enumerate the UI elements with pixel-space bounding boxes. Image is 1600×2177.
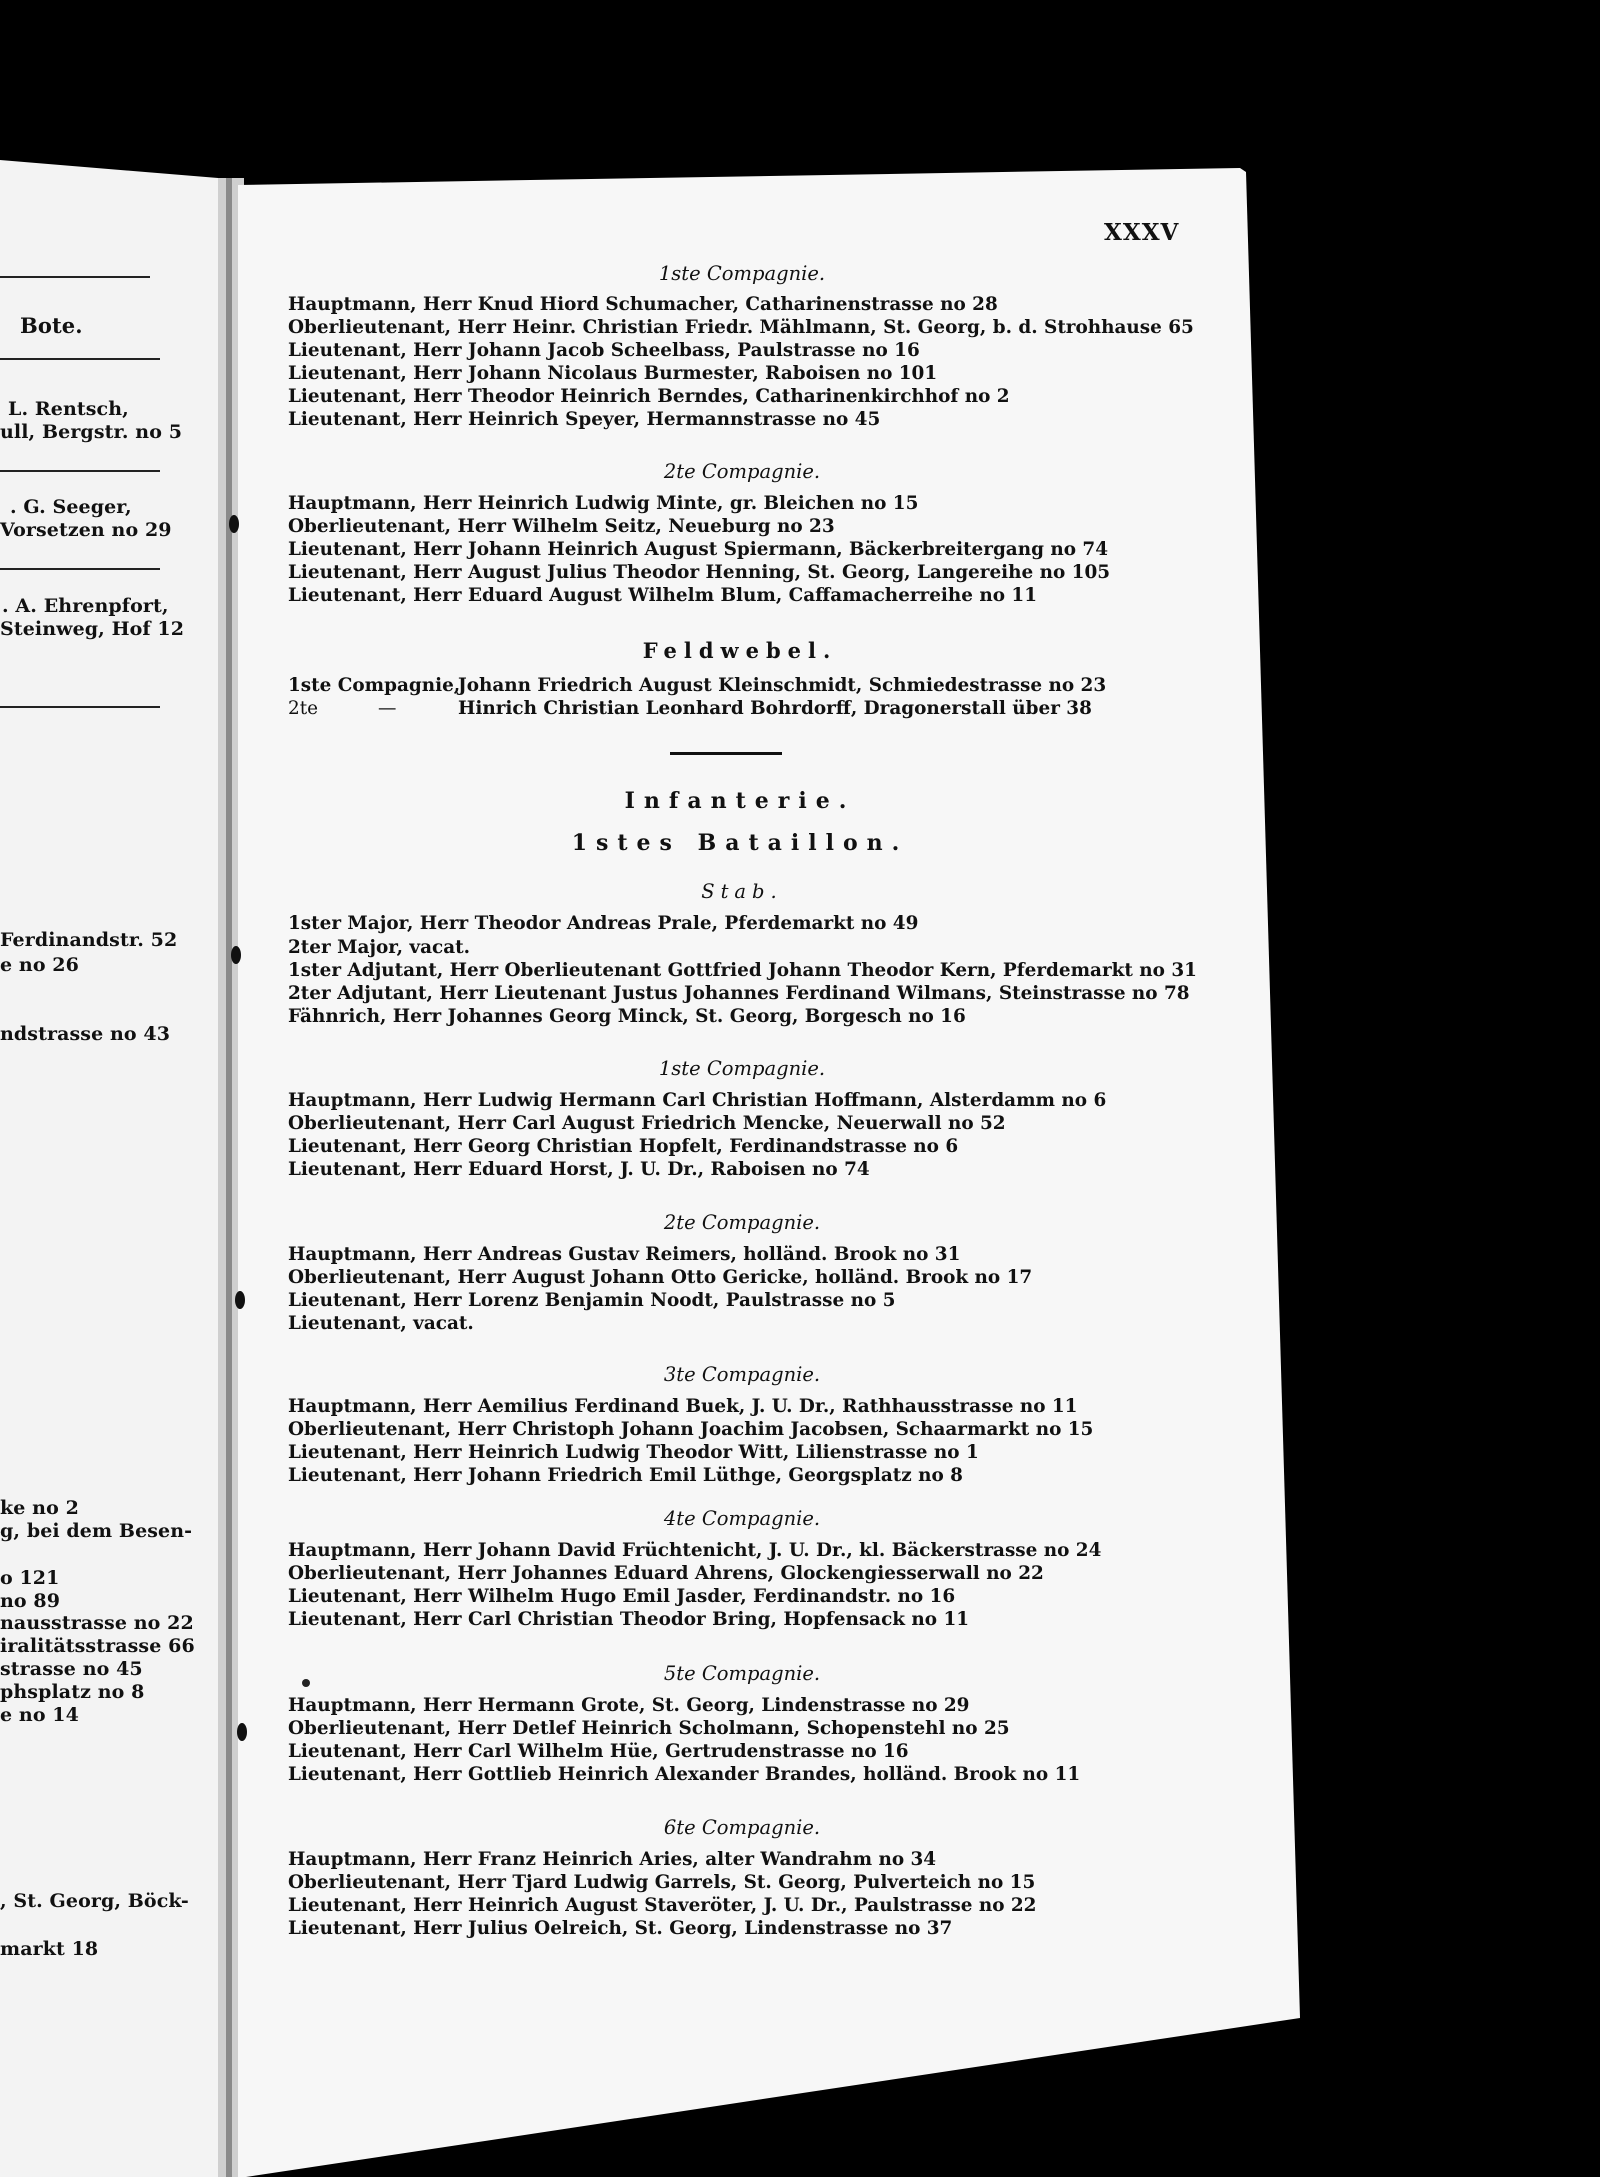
company-heading: 2te Compagnie.: [663, 460, 821, 483]
entry: Oberlieutenant, Herr Heinr. Christian Friedr. Mählmann, St. Georg, b. d. Strohhause 65: [288, 317, 1194, 338]
entry: Lieutenant, Herr Heinrich August Staveröter, J. U. Dr., Paulstrasse no 22: [288, 1895, 1037, 1916]
infanterie-heading: Infanterie.: [624, 788, 856, 814]
company-heading: 1ste Compagnie.: [658, 262, 826, 285]
battalion-heading: 1stes Bataillon.: [571, 830, 909, 856]
entry: Lieutenant, Herr Georg Christian Hopfelt, Ferdinandstrasse no 6: [288, 1136, 959, 1157]
entry: Lieutenant, Herr Wilhelm Hugo Emil Jasder, Ferdinandstr. no 16: [288, 1586, 956, 1607]
entry: Hauptmann, Herr Knud Hiord Schumacher, Catharinenstrasse no 28: [288, 294, 998, 315]
company-heading: 2te Compagnie.: [663, 1211, 821, 1234]
left-line: ke no 2: [0, 1497, 79, 1519]
entry: Lieutenant, Herr Johann Heinrich August Spiermann, Bäckerbreitergang no 74: [288, 539, 1108, 560]
company-heading: 4te Compagnie.: [663, 1507, 821, 1530]
entry: Oberlieutenant, Herr Wilhelm Seitz, Neueburg no 23: [288, 516, 835, 537]
entry: Lieutenant, Herr Heinrich Ludwig Theodor Witt, Lilienstrasse no 1: [288, 1442, 979, 1463]
entry: Hauptmann, Herr Ludwig Hermann Carl Christian Hoffmann, Alsterdamm no 6: [288, 1090, 1107, 1111]
entry: Lieutenant, Herr Eduard August Wilhelm Blum, Caffamacherreihe no 11: [288, 585, 1038, 606]
entry: Lieutenant, Herr Johann Friedrich Emil Lüthge, Georgsplatz no 8: [288, 1465, 963, 1486]
left-line: iralitätsstrasse 66: [0, 1635, 195, 1657]
feldwebel-text: Johann Friedrich August Kleinschmidt, Schmiedestrasse no 23: [458, 675, 1107, 696]
binding-hole: [237, 1723, 247, 1741]
left-line: g, bei dem Besen-: [0, 1520, 193, 1542]
entry: Lieutenant, Herr August Julius Theodor Henning, St. Georg, Langereihe no 105: [288, 562, 1111, 583]
rule: [0, 358, 160, 360]
entry: Lieutenant, Herr Heinrich Speyer, Hermannstrasse no 45: [288, 409, 881, 430]
entry: Lieutenant, vacat.: [288, 1313, 474, 1334]
entry: Hauptmann, Herr Franz Heinrich Aries, alter Wandrahm no 34: [288, 1849, 937, 1870]
page-number: XXXV: [1104, 219, 1180, 246]
left-line: ull, Bergstr. no 5: [0, 421, 183, 443]
entry: 2ter Adjutant, Herr Lieutenant Justus Johannes Ferdinand Wilmans, Steinstrasse no 78: [288, 983, 1190, 1004]
binding-hole: [235, 1291, 245, 1309]
entry: 2ter Major, vacat.: [288, 937, 471, 958]
entry: Lieutenant, Herr Lorenz Benjamin Noodt, Paulstrasse no 5: [288, 1290, 896, 1311]
left-line: no 89: [0, 1590, 61, 1612]
left-line: phsplatz no 8: [0, 1681, 145, 1703]
entry: Oberlieutenant, Herr Tjard Ludwig Garrels, St. Georg, Pulverteich no 15: [288, 1872, 1036, 1893]
left-line: Vorsetzen no 29: [0, 519, 172, 541]
left-line: e no 26: [0, 954, 79, 976]
binding-hole: [231, 946, 241, 964]
entry: Hauptmann, Herr Andreas Gustav Reimers, holländ. Brook no 31: [288, 1244, 961, 1265]
rule: [0, 706, 160, 708]
feldwebel-company: 1ste Compagnie,: [288, 675, 461, 696]
left-line: strasse no 45: [0, 1658, 143, 1680]
left-line: Bote.: [20, 313, 83, 338]
feldwebel-heading: Feldwebel.: [642, 638, 838, 663]
company-heading: 6te Compagnie.: [663, 1816, 821, 1839]
entry: Lieutenant, Herr Johann Jacob Scheelbass, Paulstrasse no 16: [288, 340, 920, 361]
entry: Oberlieutenant, Herr Johannes Eduard Ahrens, Glockengiesserwall no 22: [288, 1563, 1044, 1584]
entry: Oberlieutenant, Herr Christoph Johann Joachim Jacobsen, Schaarmarkt no 15: [288, 1419, 1094, 1440]
entry: 1ster Adjutant, Herr Oberlieutenant Gottfried Johann Theodor Kern, Pferdemarkt no 31: [288, 960, 1197, 981]
entry: Lieutenant, Herr Johann Nicolaus Burmester, Raboisen no 101: [288, 363, 938, 384]
left-line: . A. Ehrenpfort,: [2, 595, 169, 617]
rule: [0, 568, 160, 570]
entry: Lieutenant, Herr Julius Oelreich, St. Georg, Lindenstrasse no 37: [288, 1918, 953, 1939]
left-line: L. Rentsch,: [8, 398, 129, 420]
entry: Hauptmann, Herr Aemilius Ferdinand Buek, J. U. Dr., Rathhausstrasse no 11: [288, 1396, 1078, 1417]
left-line: Ferdinandstr. 52: [0, 929, 178, 951]
left-page-paper: [0, 160, 224, 2177]
feldwebel-dash: —: [378, 698, 397, 719]
rule: [0, 276, 150, 278]
entry: Lieutenant, Herr Carl Christian Theodor Bring, Hopfensack no 11: [288, 1609, 970, 1630]
company-heading: 1ste Compagnie.: [658, 1057, 826, 1080]
entry: Oberlieutenant, Herr Detlef Heinrich Scholmann, Schopenstehl no 25: [288, 1718, 1010, 1739]
entry: Lieutenant, Herr Theodor Heinrich Berndes, Catharinenkirchhof no 2: [288, 386, 1010, 407]
entry: Hauptmann, Herr Heinrich Ludwig Minte, gr. Bleichen no 15: [288, 493, 919, 514]
entry: Lieutenant, Herr Eduard Horst, J. U. Dr., Raboisen no 74: [288, 1159, 870, 1180]
entry: Oberlieutenant, Herr August Johann Otto Gericke, holländ. Brook no 17: [288, 1267, 1033, 1288]
entry: Lieutenant, Herr Carl Wilhelm Hüe, Gertrudenstrasse no 16: [288, 1741, 909, 1762]
entry: Lieutenant, Herr Gottlieb Heinrich Alexander Brandes, holländ. Brook no 11: [288, 1764, 1081, 1785]
entry: Fähnrich, Herr Johannes Georg Minck, St. Georg, Borgesch no 16: [288, 1006, 966, 1027]
stab-heading: Stab.: [701, 880, 783, 903]
rule: [0, 470, 160, 472]
company-heading: 3te Compagnie.: [663, 1363, 821, 1386]
company-heading: 5te Compagnie.: [663, 1662, 821, 1685]
feldwebel-company: 2te: [288, 698, 318, 719]
left-line: ndstrasse no 43: [0, 1023, 171, 1045]
left-line: markt 18: [0, 1938, 99, 1960]
left-line: nausstrasse no 22: [0, 1612, 194, 1634]
left-line: e no 14: [0, 1704, 79, 1726]
left-line: , St. Georg, Böck-: [0, 1890, 189, 1912]
entry: Oberlieutenant, Herr Carl August Friedrich Mencke, Neuerwall no 52: [288, 1113, 1006, 1134]
entry: Hauptmann, Herr Hermann Grote, St. Georg, Lindenstrasse no 29: [288, 1695, 970, 1716]
left-line: Steinweg, Hof 12: [0, 618, 185, 640]
entry: Hauptmann, Herr Johann David Früchtenicht, J. U. Dr., kl. Bäckerstrasse no 24: [288, 1540, 1102, 1561]
feldwebel-text: Hinrich Christian Leonhard Bohrdorff, Dragonerstall über 38: [458, 698, 1092, 719]
entry: 1ster Major, Herr Theodor Andreas Prale, Pferdemarkt no 49: [288, 913, 919, 934]
separator-rule: [670, 752, 782, 755]
left-line: o 121: [0, 1567, 60, 1589]
left-line: . G. Seeger,: [10, 496, 132, 518]
